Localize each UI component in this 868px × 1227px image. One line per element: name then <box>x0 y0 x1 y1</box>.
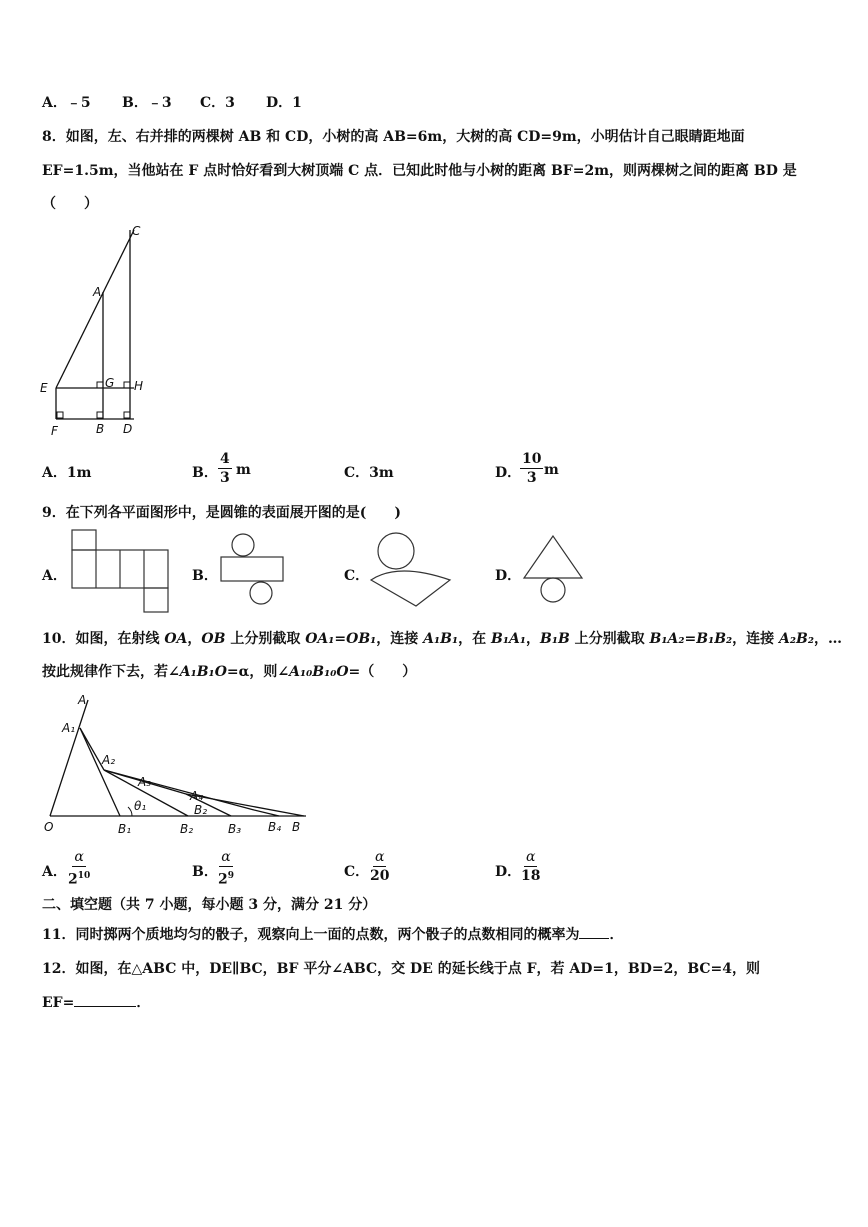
right-angle-b <box>97 412 103 418</box>
label-o: O <box>44 820 54 834</box>
q9-option-b-cylinder-net <box>218 530 288 608</box>
q11-answer-blank[interactable] <box>579 924 609 939</box>
q8-option-d-label: D． <box>495 465 522 481</box>
right-angle-d <box>124 412 130 418</box>
q8-option-d-fraction: $\frac{10}{3}$ <box>522 451 542 486</box>
q9-option-a-cube-net <box>68 526 172 616</box>
label-d: D <box>123 422 133 436</box>
label-f: F <box>51 424 58 438</box>
segment-a1a2 <box>80 728 104 770</box>
label-a: A <box>78 693 87 707</box>
section-title: 二、填空题（共 7 小题，每小题 3 分，满分 21 分） <box>42 897 377 913</box>
q7-option-d: D．1 <box>266 95 302 111</box>
q10-option-b-label: B． <box>192 864 218 880</box>
angle-arc-theta1 <box>128 807 132 816</box>
q8-option-c: C．3m <box>344 465 394 481</box>
q8-option-d-unit: m <box>544 462 559 478</box>
q12-text-line2: EF= ． <box>42 992 150 1012</box>
label-b2: B₂ <box>180 822 194 836</box>
q11-text: 11．同时掷两个质地均匀的骰子，观察向上一面的点数，两个骰子的点数相同的概率为 ． <box>42 924 623 944</box>
q10-figure <box>36 692 326 842</box>
segment-a2-a4 <box>104 770 254 810</box>
label-e: E <box>40 381 48 395</box>
label-b: B <box>96 422 105 436</box>
q10-option-c-fraction: $\frac{\alpha}{20}$ <box>370 849 390 884</box>
q8-text-line1: 8．如图，左、右并排的两棵树 AB 和 CD，小树的高 AB=6m，大树的高 CD=9m，小明估计自己眼睛距地面 <box>42 129 745 145</box>
q8-option-b-label: B． <box>192 465 218 481</box>
q10-option-a-fraction: $\frac{\alpha}{2^{10}}$ <box>68 849 91 888</box>
label-b2-top: B₂ <box>194 803 208 817</box>
right-angle-g <box>97 382 103 388</box>
label-a3: A₃ <box>138 775 152 789</box>
q7-option-b: B．﹣3 <box>122 95 172 111</box>
q9-option-d-triangle-circle <box>520 532 586 608</box>
label-a4: A₄ <box>190 789 204 803</box>
q9-option-c-label: C． <box>344 568 370 584</box>
label-c: C <box>132 224 141 238</box>
q7-option-c: C．3 <box>200 95 235 111</box>
q8-option-a: A．1m <box>42 465 92 481</box>
ray-oa <box>50 700 88 816</box>
q10-text-line2: 按此规律作下去，若∠A₁B₁O=α，则∠A₁₀B₁₀O=（ ） <box>42 664 417 680</box>
label-b3: B₃ <box>228 822 242 836</box>
q10-option-d-label: D． <box>495 864 522 880</box>
q8-text-line3: （ ） <box>42 196 98 212</box>
q8-figure <box>36 222 156 442</box>
q9-text: 9．在下列各平面图形中，是圆锥的表面展开图的是( ) <box>42 505 401 521</box>
label-theta1: θ₁ <box>134 799 147 813</box>
label-b: B <box>292 820 301 834</box>
q8-option-b-unit: m <box>236 462 251 478</box>
q12-answer-blank[interactable] <box>74 992 136 1007</box>
q10-option-a-label: A． <box>42 864 67 880</box>
q10-option-c-label: C． <box>344 864 370 880</box>
label-b4: B₄ <box>268 820 282 834</box>
q9-option-b-label: B． <box>192 568 218 584</box>
label-b1: B₁ <box>118 822 132 836</box>
q8-text-line2: EF=1.5m，当他站在 F 点时恰好看到大树顶端 C 点．已知此时他与小树的距离 BF=2m，则两棵树之间的距离 BD 是 <box>42 163 797 179</box>
q9-option-c-cone-net <box>368 530 454 610</box>
right-angle-h <box>124 382 130 388</box>
q9-option-d-label: D． <box>495 568 522 584</box>
right-angle-f <box>57 412 63 418</box>
q12-text-line1: 12．如图，在△ABC 中，DE∥BC，BF 平分∠ABC，交 DE 的延长线于点 F，若 AD=1，BD=2，BC=4，则 <box>42 961 761 977</box>
q8-option-b-fraction: $\frac{4}{3}$ <box>220 451 230 486</box>
label-a1: A₁ <box>62 721 76 735</box>
q10-text-line1: 10．如图，在射线 OA，OB 上分别截取 OA₁=OB₁，连接 A₁B₁，在 B₁A₁，B₁B 上分别截取 B₁A₂=B₁B₂，连接 A₂B₂，… <box>42 631 843 647</box>
q7-option-a: A．﹣5 <box>42 95 91 111</box>
q10-option-d-fraction: $\frac{\alpha}{18}$ <box>521 849 541 884</box>
sight-line-ec <box>56 230 134 388</box>
q10-option-b-fraction: $\frac{\alpha}{2^9}$ <box>218 849 235 888</box>
label-a: A <box>93 285 102 299</box>
label-g: G <box>105 376 115 390</box>
label-a2: A₂ <box>102 753 116 767</box>
q9-option-a-label: A． <box>42 568 67 584</box>
label-h: H <box>134 379 144 393</box>
